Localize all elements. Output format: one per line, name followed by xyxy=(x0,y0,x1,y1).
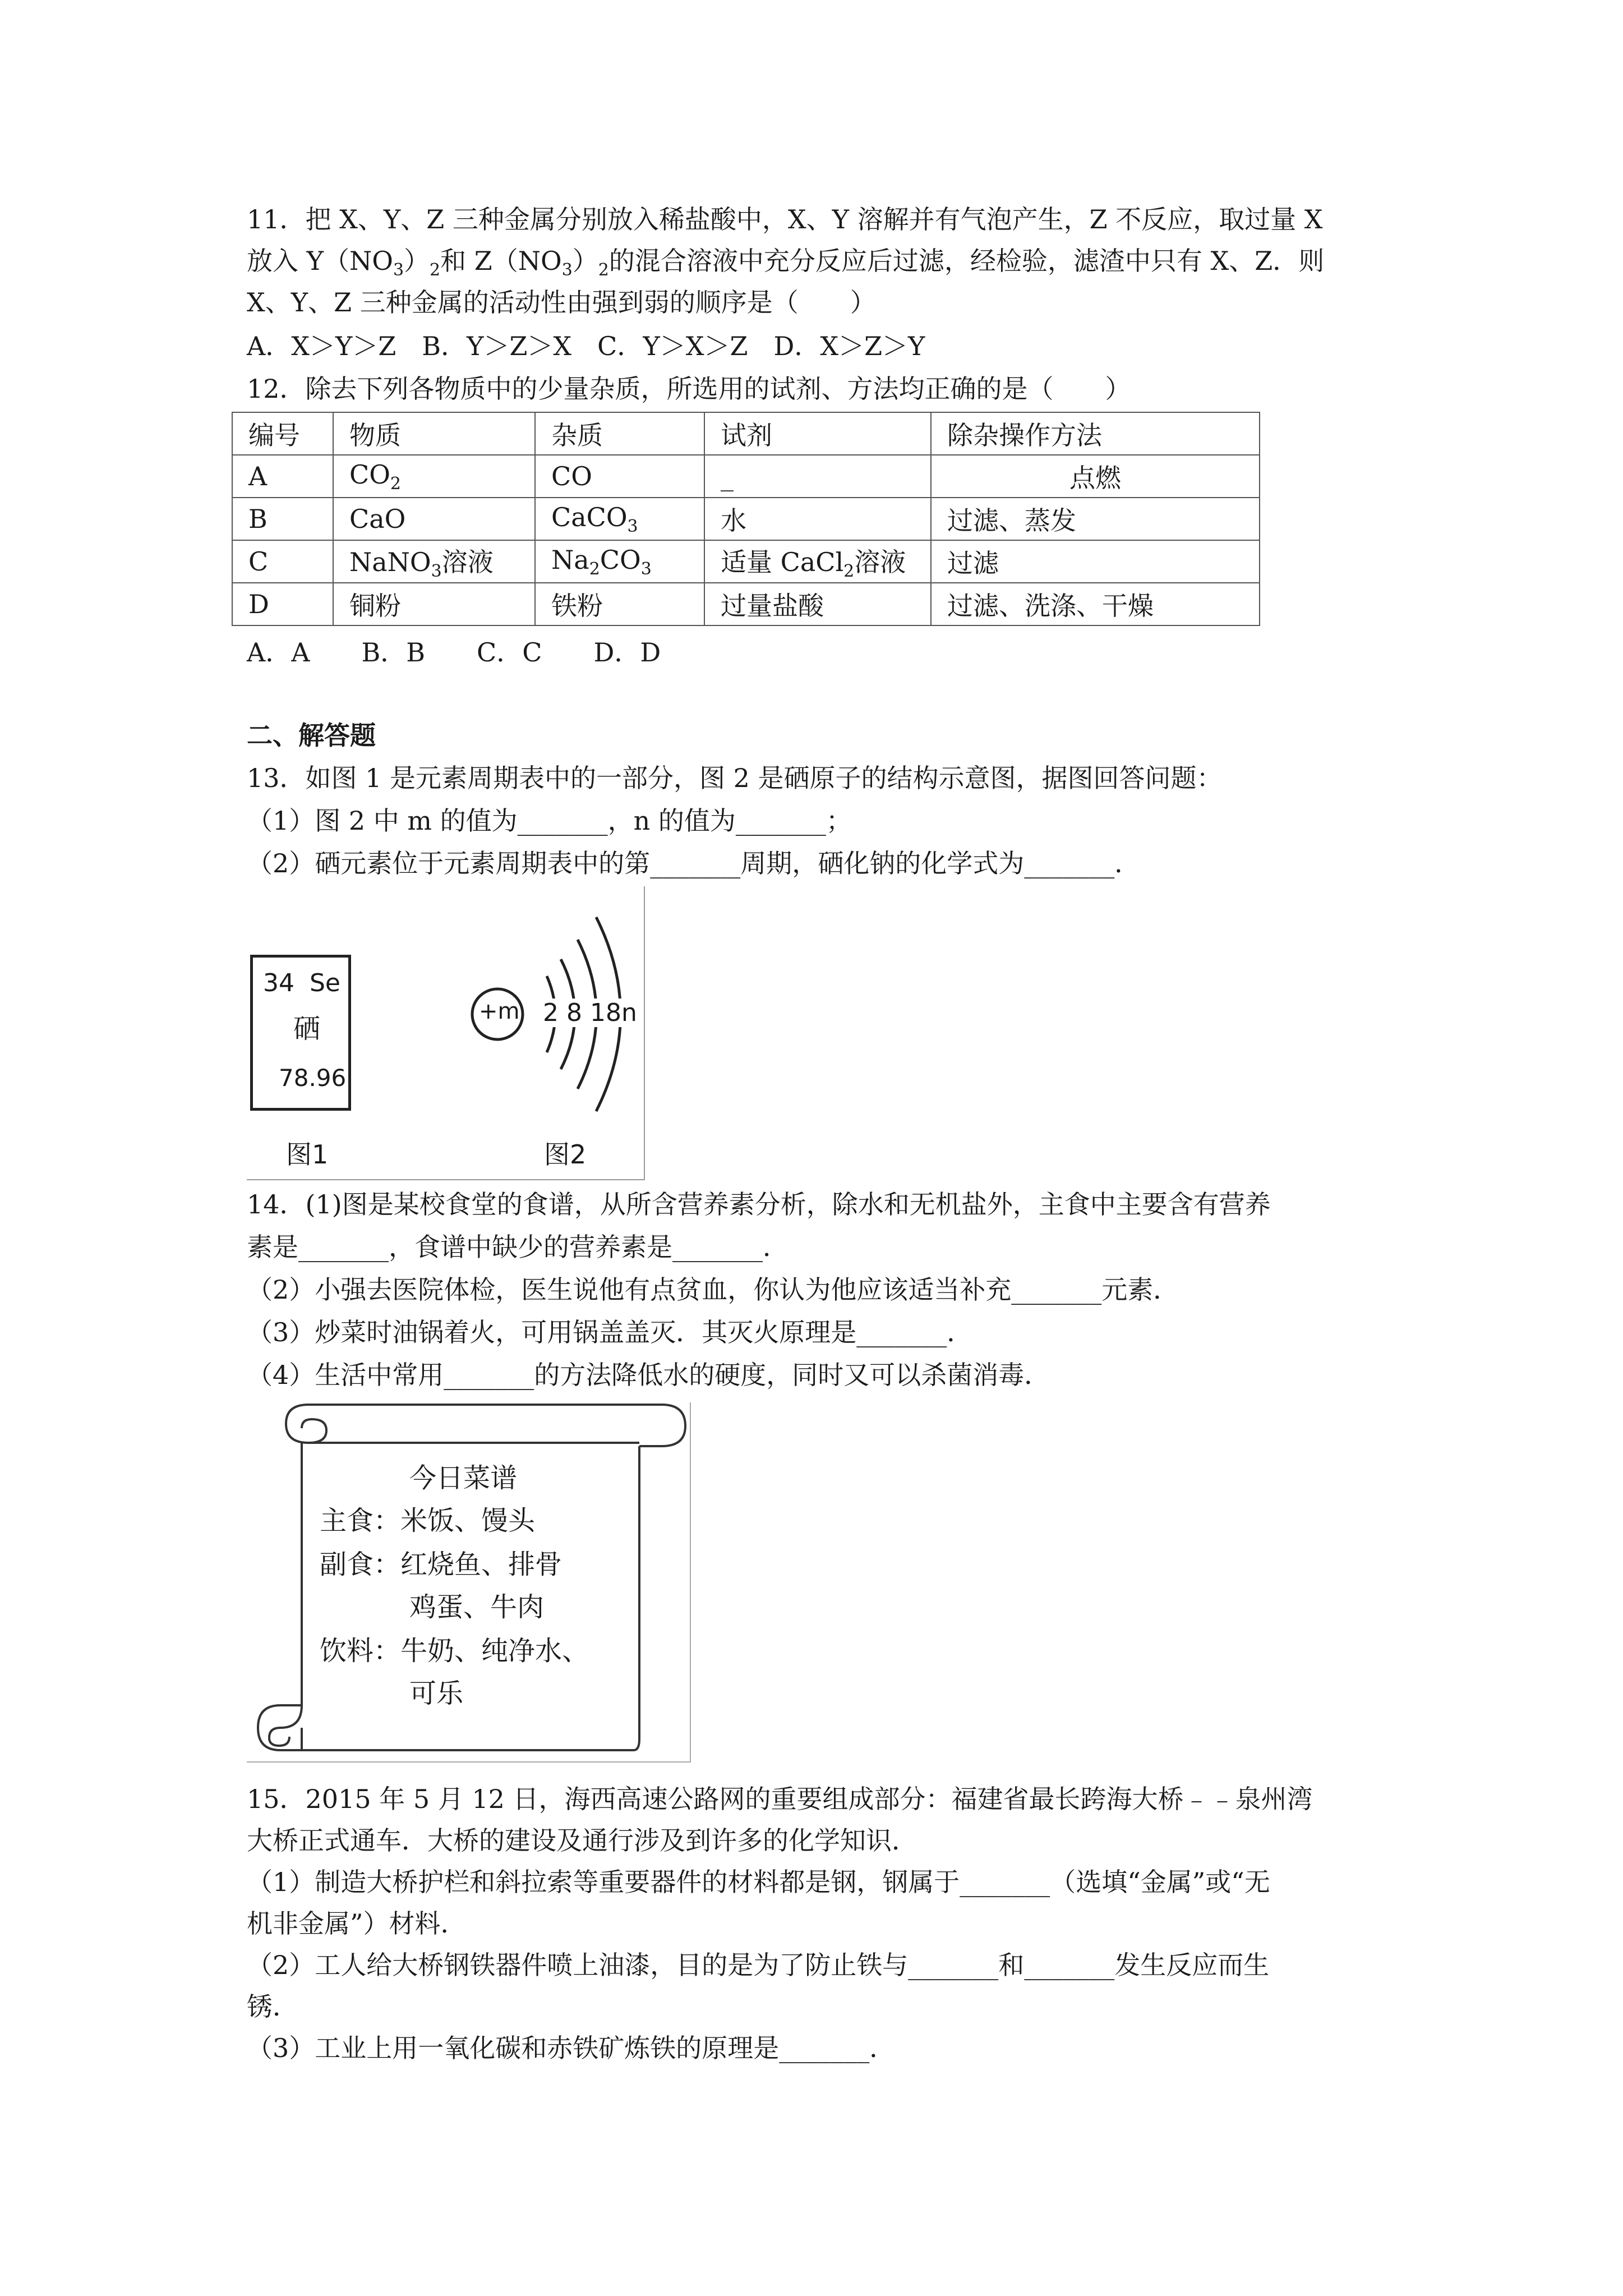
cell-sub: 2 xyxy=(390,473,402,494)
cell-text: CO xyxy=(349,459,390,490)
table-cell: 过滤、洗涤、干燥 xyxy=(931,583,1260,625)
table-cell: D xyxy=(232,583,333,625)
menu-line: 饮料：牛奶、纯净水、 xyxy=(320,1635,589,1667)
table-cell xyxy=(333,455,535,498)
atomic-number: 34 xyxy=(263,969,294,997)
table-header-cell: 物质 xyxy=(333,412,535,455)
q11-sub: 2 xyxy=(430,260,441,280)
table-header-cell: 杂质 xyxy=(535,412,704,455)
cell-sub: 3 xyxy=(640,559,652,579)
q13-stem: 13．如图 1 是元素周期表中的一部分，图 2 是硒原子的结构示意图，据图回答问题： xyxy=(247,763,1223,793)
section-title: 二、解答题 xyxy=(247,720,376,751)
periodic-table-cell xyxy=(250,955,351,1111)
cell-text: NaNO xyxy=(349,547,431,577)
table-cell: C xyxy=(232,540,333,583)
q15-line7: （3）工业上用一氧化碳和赤铁矿炼铁的原理是_______． xyxy=(247,2033,896,2063)
table-cell xyxy=(704,540,931,583)
cell-text: 溶液 xyxy=(854,547,906,577)
cell-sub: 3 xyxy=(627,516,638,536)
q13-part2: （2）硒元素位于元素周期表中的第_______周期，硒化钠的化学式为_______． xyxy=(247,848,1141,878)
q15-line5: （2）工人给大桥钢铁器件喷上油漆，目的是为了防止铁与_______和_______发生反应而生 xyxy=(247,1950,1270,1980)
table-cell: 铁粉 xyxy=(535,583,704,625)
q14-line2: 素是_______，食谱中缺少的营养素是_______． xyxy=(247,1232,789,1262)
table-header-cell: 试剂 xyxy=(704,412,931,455)
q11-sub: 3 xyxy=(561,260,573,280)
cell-sub: 2 xyxy=(843,562,855,581)
element-symbol: Se xyxy=(310,969,340,997)
figure-caption-1: 图1 xyxy=(286,1139,329,1170)
q11-sub: 3 xyxy=(393,260,404,280)
menu-title: 今日菜谱 xyxy=(409,1462,518,1494)
table-cell: _ xyxy=(704,455,931,498)
q11-line3: X、Y、Z 三种金属的活动性由强到弱的顺序是（ ） xyxy=(247,287,876,318)
cell-text: Na xyxy=(551,544,589,575)
table-cell: 点燃 xyxy=(931,455,1260,498)
cell-text: CaCO xyxy=(551,501,628,532)
table-cell xyxy=(535,498,704,540)
q14-line5: （4）生活中常用_______的方法降低水的硬度，同时又可以杀菌消毒． xyxy=(247,1360,1050,1390)
figure-caption-2: 图2 xyxy=(544,1139,587,1170)
table-row xyxy=(232,455,1260,498)
table-cell: CO xyxy=(535,455,704,498)
table-cell: 铜粉 xyxy=(333,583,535,625)
q12-table xyxy=(232,412,1260,626)
q11-options: A．X＞Y＞Z B．Y＞Z＞X C．Y＞X＞Z D．X＞Z＞Y xyxy=(247,331,925,361)
q15-line4: 机非金属”）材料． xyxy=(247,1908,467,1939)
table-cell: 过滤、蒸发 xyxy=(931,498,1260,540)
table-cell: 水 xyxy=(704,498,931,540)
table-cell: 过量盐酸 xyxy=(704,583,931,625)
q15-line6: 锈． xyxy=(247,1991,298,2022)
table-header-cell: 编号 xyxy=(232,412,333,455)
q14-line4: （3）炒菜时油锅着火，可用锅盖盖灭．其灭火原理是_______． xyxy=(247,1317,973,1347)
q11-line2-e: 的混合溶液中充分反应后过滤，经检验，滤渣中只有 X、Z．则 xyxy=(608,246,1325,276)
table-cell xyxy=(333,540,535,583)
q15-line3: （1）制造大桥护栏和斜拉索等重要器件的材料都是钢，钢属于_______（选填“金属”或“无 xyxy=(247,1867,1270,1897)
table-cell: A xyxy=(232,455,333,498)
q12-options: A．A B．B C．C D．D xyxy=(247,637,661,668)
q11-line2-c: 和 Z（NO xyxy=(440,246,562,276)
table-cell: B xyxy=(232,498,333,540)
menu-line: 可乐 xyxy=(409,1678,464,1709)
cell-text: 溶液 xyxy=(441,547,494,577)
menu-figure xyxy=(247,1402,691,1763)
q11-line2-b: ） xyxy=(404,246,430,276)
q11-line1: 11．把 X、Y、Z 三种金属分别放入稀盐酸中，X、Y 溶解并有气泡产生，Z 不反应，取过量 X xyxy=(247,204,1323,234)
q11-sub: 2 xyxy=(598,260,609,280)
shell-electron-counts: 2 8 18n xyxy=(543,999,637,1027)
q11-line2-d: ） xyxy=(572,246,598,276)
atomic-mass: 78.96 xyxy=(279,1064,347,1092)
table-cell xyxy=(535,540,704,583)
cell-text: 适量 CaCl xyxy=(721,547,844,577)
cell-sub: 2 xyxy=(589,559,600,579)
q12-stem: 12．除去下列各物质中的少量杂质，所选用的试剂、方法均正确的是（ ） xyxy=(247,374,1131,404)
table-row xyxy=(232,540,1260,583)
cell-sub: 3 xyxy=(431,562,442,581)
table-cell: 过滤 xyxy=(931,540,1260,583)
q13-figure xyxy=(247,886,645,1180)
menu-line: 副食：红烧鱼、排骨 xyxy=(320,1549,562,1580)
q13-part1: （1）图 2 中 m 的值为_______，n 的值为_______； xyxy=(247,806,852,836)
q15-line2: 大桥正式通车．大桥的建设及通行涉及到许多的化学知识． xyxy=(247,1825,917,1856)
q15-line1: 15．2015 年 5 月 12 日，海西高速公路网的重要组成部分：福建省最长跨海大桥﹣﹣泉州湾 xyxy=(247,1784,1313,1814)
cell-text: CO xyxy=(600,544,641,575)
table-header-cell: 除杂操作方法 xyxy=(931,412,1260,455)
element-name: 硒 xyxy=(293,1013,321,1045)
q14-line3: （2）小强去医院体检，医生说他有点贫血，你认为他应该适当补充_______元素． xyxy=(247,1274,1179,1305)
q14-line1: 14．(1)图是某校食堂的食谱，从所含营养素分析，除水和无机盐外，主食中主要含有营养 xyxy=(247,1189,1271,1220)
table-row xyxy=(232,498,1260,540)
q11-line2-a: 放入 Y（NO xyxy=(247,246,393,276)
table-row xyxy=(232,583,1260,625)
menu-line: 鸡蛋、牛肉 xyxy=(409,1591,545,1623)
table-header-row xyxy=(232,412,1260,455)
table-cell: CaO xyxy=(333,498,535,540)
nucleus-label: +m xyxy=(479,999,520,1024)
menu-line: 主食：米饭、馒头 xyxy=(320,1505,536,1536)
